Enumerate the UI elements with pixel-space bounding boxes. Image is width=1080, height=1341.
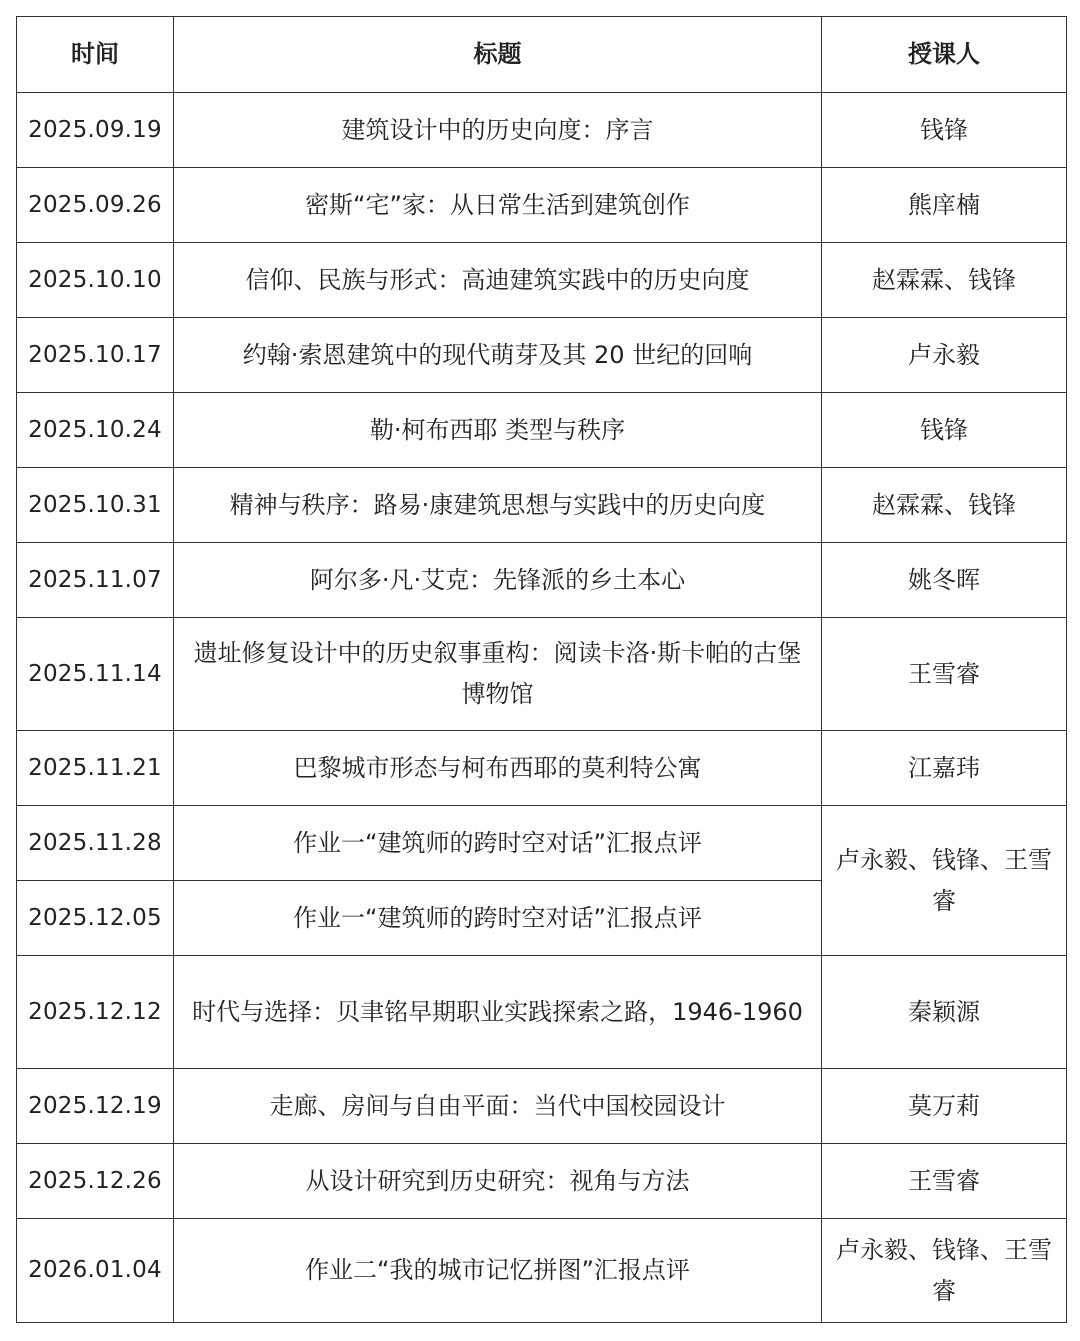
row-teacher-merged: 卢永毅、钱锋、王雪睿 bbox=[822, 806, 1067, 956]
row-title: 时代与选择：贝聿铭早期职业实践探索之路，1946-1960 bbox=[174, 956, 822, 1069]
row-teacher: 熊庠楠 bbox=[822, 168, 1067, 243]
table-row bbox=[17, 806, 1067, 881]
row-teacher: 姚冬晖 bbox=[822, 543, 1067, 618]
table-row bbox=[17, 468, 1067, 543]
row-date: 2025.09.19 bbox=[17, 93, 174, 168]
table-row bbox=[17, 956, 1067, 1069]
row-date: 2025.10.10 bbox=[17, 243, 174, 318]
row-date: 2025.12.26 bbox=[17, 1144, 174, 1219]
row-teacher: 钱锋 bbox=[822, 393, 1067, 468]
row-teacher: 赵霖霖、钱锋 bbox=[822, 468, 1067, 543]
row-date: 2025.12.12 bbox=[17, 956, 174, 1069]
row-title: 遗址修复设计中的历史叙事重构：阅读卡洛·斯卡帕的古堡博物馆 bbox=[174, 618, 822, 731]
header-teacher: 授课人 bbox=[822, 17, 1067, 93]
table-row bbox=[17, 393, 1067, 468]
row-title: 信仰、民族与形式：高迪建筑实践中的历史向度 bbox=[174, 243, 822, 318]
row-title: 作业一“建筑师的跨时空对话”汇报点评 bbox=[174, 881, 822, 956]
row-teacher: 莫万莉 bbox=[822, 1069, 1067, 1144]
row-title: 从设计研究到历史研究：视角与方法 bbox=[174, 1144, 822, 1219]
row-title: 阿尔多·凡·艾克：先锋派的乡土本心 bbox=[174, 543, 822, 618]
table-row bbox=[17, 243, 1067, 318]
row-date: 2025.10.31 bbox=[17, 468, 174, 543]
row-title: 走廊、房间与自由平面：当代中国校园设计 bbox=[174, 1069, 822, 1144]
table-row bbox=[17, 1144, 1067, 1219]
row-title: 建筑设计中的历史向度：序言 bbox=[174, 93, 822, 168]
row-title: 作业一“建筑师的跨时空对话”汇报点评 bbox=[174, 806, 822, 881]
table-row bbox=[17, 93, 1067, 168]
row-title: 精神与秩序：路易·康建筑思想与实践中的历史向度 bbox=[174, 468, 822, 543]
table-row bbox=[17, 318, 1067, 393]
header-title: 标题 bbox=[174, 17, 822, 93]
row-date: 2025.09.26 bbox=[17, 168, 174, 243]
row-teacher: 江嘉玮 bbox=[822, 731, 1067, 806]
course-schedule-table bbox=[16, 16, 1067, 1323]
header-date: 时间 bbox=[17, 17, 174, 93]
row-teacher: 卢永毅、钱锋、王雪睿 bbox=[822, 1219, 1067, 1323]
row-teacher: 秦颖源 bbox=[822, 956, 1067, 1069]
row-date: 2025.10.24 bbox=[17, 393, 174, 468]
row-title: 勒·柯布西耶 类型与秩序 bbox=[174, 393, 822, 468]
row-title: 密斯“宅”家：从日常生活到建筑创作 bbox=[174, 168, 822, 243]
row-title: 约翰·索恩建筑中的现代萌芽及其 20 世纪的回响 bbox=[174, 318, 822, 393]
row-teacher: 赵霖霖、钱锋 bbox=[822, 243, 1067, 318]
row-date: 2025.11.14 bbox=[17, 618, 174, 731]
row-title: 作业二“我的城市记忆拼图”汇报点评 bbox=[174, 1219, 822, 1323]
table-row bbox=[17, 543, 1067, 618]
table-row bbox=[17, 1069, 1067, 1144]
row-title: 巴黎城市形态与柯布西耶的莫利特公寓 bbox=[174, 731, 822, 806]
row-teacher: 钱锋 bbox=[822, 93, 1067, 168]
row-teacher: 王雪睿 bbox=[822, 618, 1067, 731]
row-date: 2025.12.05 bbox=[17, 881, 174, 956]
table-row bbox=[17, 731, 1067, 806]
table-header-row bbox=[17, 17, 1067, 93]
table-row bbox=[17, 1219, 1067, 1323]
row-date: 2025.11.07 bbox=[17, 543, 174, 618]
row-date: 2026.01.04 bbox=[17, 1219, 174, 1323]
table-row bbox=[17, 168, 1067, 243]
row-date: 2025.12.19 bbox=[17, 1069, 174, 1144]
row-date: 2025.11.28 bbox=[17, 806, 174, 881]
row-teacher: 王雪睿 bbox=[822, 1144, 1067, 1219]
row-teacher: 卢永毅 bbox=[822, 318, 1067, 393]
row-date: 2025.11.21 bbox=[17, 731, 174, 806]
table-row bbox=[17, 618, 1067, 731]
row-date: 2025.10.17 bbox=[17, 318, 174, 393]
